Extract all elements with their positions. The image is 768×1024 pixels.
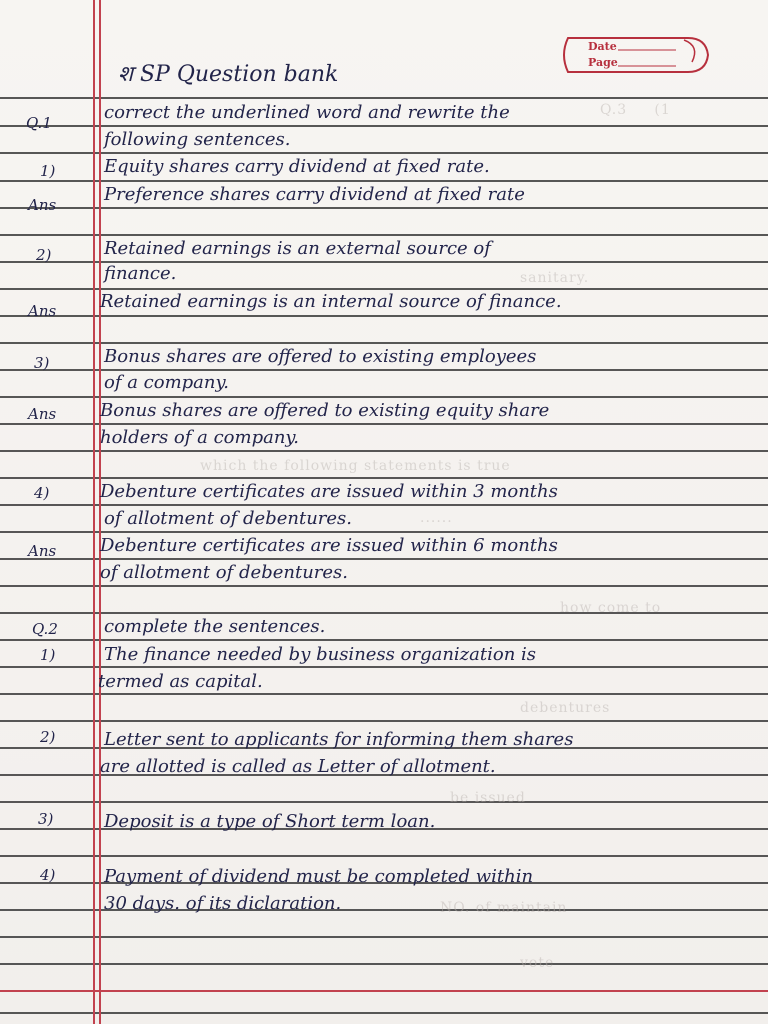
q1-number: Q.1 <box>26 114 52 132</box>
ruled-line <box>0 720 768 722</box>
ruled-line <box>0 125 768 127</box>
stamp-outline <box>560 32 710 78</box>
q1-item1-ans-label: Ans <box>28 196 57 214</box>
stamp-page-label: Page <box>588 56 618 69</box>
q1-instruction-line1: correct the underlined word and rewrite the <box>104 102 510 123</box>
page-title <box>118 58 338 88</box>
q2-item3-line1: Deposit is a type of Short term loan. <box>104 811 436 832</box>
date-page-stamp <box>560 32 710 78</box>
q1-item2-question-line2: finance. <box>104 263 177 284</box>
shri-symbol-icon: श <box>118 62 133 87</box>
q1-item3-number: 3) <box>34 354 50 372</box>
ruled-line <box>0 207 768 209</box>
q1-item1-number: 1) <box>40 162 56 180</box>
q1-item4-answer-line1: Debenture certificates are issued within 6 months <box>100 535 558 556</box>
ruled-line <box>0 152 768 154</box>
stamp-date-label: Date <box>588 40 617 53</box>
ruled-line <box>0 477 768 479</box>
ruled-line <box>0 450 768 452</box>
bottom-red-line <box>0 990 768 992</box>
ruled-line <box>0 342 768 344</box>
ruled-line <box>0 180 768 182</box>
q2-number: Q.2 <box>32 620 58 638</box>
ruled-line <box>0 97 768 99</box>
ruled-line <box>0 666 768 668</box>
q1-item4-question-line1: Debenture certificates are issued within 3 months <box>100 481 558 502</box>
ruled-line <box>0 423 768 425</box>
ruled-line <box>0 531 768 533</box>
ruled-line <box>0 234 768 236</box>
q2-item3-number: 3) <box>38 810 54 828</box>
q1-item1-answer: Preference shares carry dividend at fixed rate <box>104 184 525 205</box>
q1-item3-answer-line1: Bonus shares are offered to existing equity share <box>100 400 550 421</box>
q1-item3-question-line1: Bonus shares are offered to existing employees <box>104 346 537 367</box>
ruled-line <box>0 315 768 317</box>
ruled-line <box>0 936 768 938</box>
ruled-line <box>0 585 768 587</box>
q2-item4-line2: 30 days. of its diclaration. <box>104 893 342 914</box>
q2-instruction: complete the sentences. <box>104 616 326 637</box>
ruled-line <box>0 963 768 965</box>
ruled-line <box>0 801 768 803</box>
q1-item2-answer: Retained earnings is an internal source of finance. <box>100 291 562 312</box>
q1-item2-number: 2) <box>36 246 52 264</box>
q2-item2-line2: are allotted is called as Letter of allotment. <box>100 756 496 777</box>
ruled-line <box>0 396 768 398</box>
q2-item2-line1: Letter sent to applicants for informing them shares <box>104 729 574 750</box>
q2-item4-line1: Payment of dividend must be completed within <box>104 866 534 887</box>
ruled-line <box>0 1012 768 1014</box>
q2-item1-number: 1) <box>40 646 56 664</box>
ruled-line <box>0 693 768 695</box>
notebook-page: Q.3 (1 sanitary. which the following statements is true ...... how come to debentures be issued NO. of maintain vote Date Page श SP Question bank Q.1 correct the underlined word and rewrite the following sentences. 1) Equity shares carry dividend at fixed rate. Ans Preference shares carry dividend at fixed rate 2) Retained earnings is an external source of finance. Ans Retained earnings is an internal source of finance. 3) Bonus shares are offered to existing employees of a company. Ans Bonus shares are offered to existing equity share holders of a company. 4) Debenture certificates are issued within 3 months of allotment of debentures. Ans Debenture certificates are issued within 6 months of allotment of debentures. Q.2 complete the sentences. 1) The finance needed by business organization is termed as capital. 2) Letter sent to applicants for informing them shares are allotted is called as Letter of allotment. 3) Deposit is a type of Short term loan. 4) Payment of dividend must be completed within 30 days. of its diclaration. <box>0 0 768 1024</box>
ruled-line <box>0 558 768 560</box>
q1-item3-answer-line2: holders of a company. <box>100 427 299 448</box>
q1-instruction-line2: following sentences. <box>104 129 291 150</box>
q1-item4-number: 4) <box>34 484 50 502</box>
margin-line-right <box>99 0 101 1024</box>
page-title-text: SP Question bank <box>139 62 339 87</box>
ruled-line <box>0 639 768 641</box>
q1-item4-ans-label: Ans <box>28 542 57 560</box>
margin-line-left <box>93 0 95 1024</box>
q1-item3-ans-label: Ans <box>28 405 57 423</box>
ruled-line <box>0 288 768 290</box>
q2-item2-number: 2) <box>40 728 56 746</box>
q1-item4-answer-line2: of allotment of debentures. <box>100 562 349 583</box>
q1-item3-question-line2: of a company. <box>104 372 230 393</box>
q1-item4-question-line2: of allotment of debentures. <box>104 508 353 529</box>
ruled-line <box>0 369 768 371</box>
q2-item4-number: 4) <box>40 866 56 884</box>
q2-item1-line2: termed as capital. <box>98 671 263 692</box>
ruled-line <box>0 504 768 506</box>
q2-item1-line1: The finance needed by business organization is <box>104 644 537 665</box>
q1-item2-question-line1: Retained earnings is an external source of <box>104 238 491 259</box>
ruled-line <box>0 855 768 857</box>
q1-item2-ans-label: Ans <box>28 302 57 320</box>
q1-item1-question: Equity shares carry dividend at fixed rate. <box>104 156 490 177</box>
